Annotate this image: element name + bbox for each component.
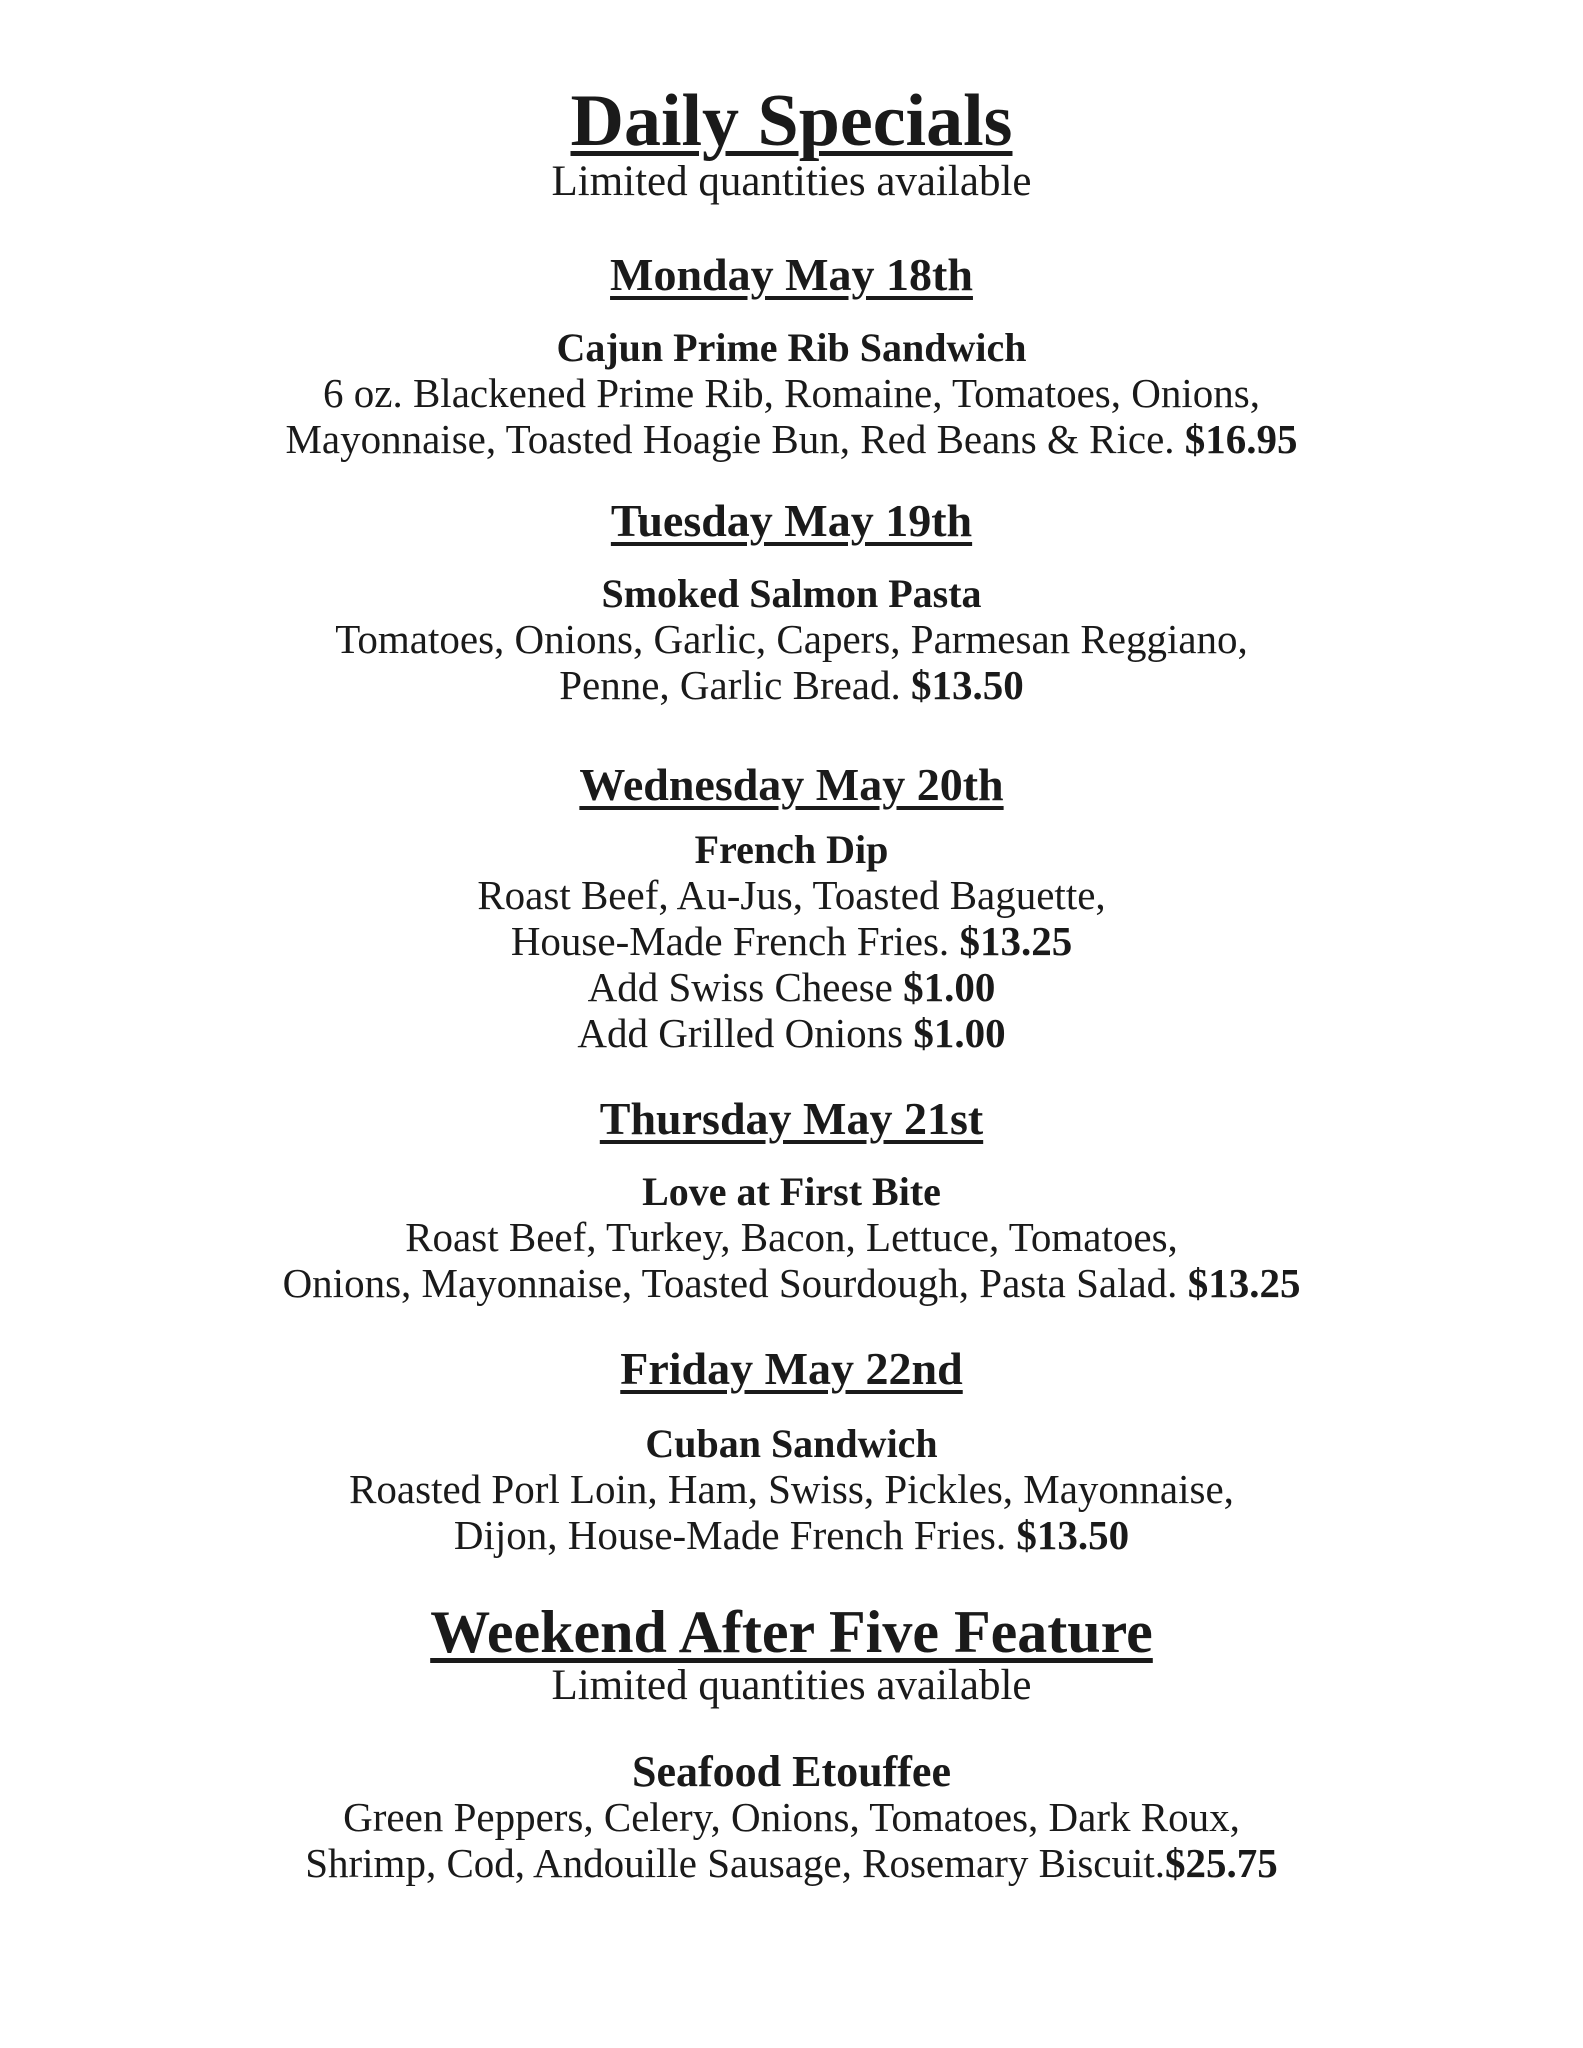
day-heading-thursday: Thursday May 21st bbox=[599, 1093, 984, 1144]
day-heading-monday: Monday May 18th bbox=[610, 249, 973, 300]
description-line: Penne, Garlic Bread. $13.50 bbox=[559, 662, 1024, 708]
price: $1.00 bbox=[913, 1010, 1006, 1056]
special-name-friday: Cuban Sandwich bbox=[645, 1421, 938, 1466]
weekend-availability-note: Limited quantities available bbox=[551, 1662, 1032, 1709]
price: $13.50 bbox=[1016, 1512, 1130, 1558]
price: $1.00 bbox=[903, 964, 996, 1010]
description-line: Roasted Porl Loin, Ham, Swiss, Pickles, Mayonnaise, bbox=[349, 1466, 1234, 1512]
weekend-feature-title: Weekend After Five Feature bbox=[430, 1599, 1153, 1665]
special-name-wednesday: French Dip bbox=[694, 827, 889, 872]
day-heading-friday: Friday May 22nd bbox=[620, 1343, 963, 1394]
description-line: Onions, Mayonnaise, Toasted Sourdough, Pasta Salad. $13.25 bbox=[282, 1260, 1301, 1306]
special-description-thursday bbox=[0, 1214, 1583, 1306]
day-heading-tuesday: Tuesday May 19th bbox=[610, 495, 973, 546]
description-line: Roast Beef, Au-Jus, Toasted Baguette, bbox=[477, 872, 1106, 918]
description-line: Add Swiss Cheese $1.00 bbox=[587, 964, 996, 1010]
price: $16.95 bbox=[1184, 416, 1298, 462]
special-description-friday bbox=[0, 1466, 1583, 1558]
special-description-monday bbox=[0, 370, 1583, 462]
availability-note: Limited quantities available bbox=[551, 158, 1032, 205]
price: $13.50 bbox=[911, 662, 1024, 708]
special-description-tuesday bbox=[0, 616, 1583, 708]
day-heading-wednesday: Wednesday May 20th bbox=[579, 759, 1004, 810]
special-name-monday: Cajun Prime Rib Sandwich bbox=[556, 325, 1027, 370]
special-name-thursday: Love at First Bite bbox=[642, 1169, 941, 1214]
special-description-wednesday bbox=[0, 872, 1583, 1056]
special-name-tuesday: Smoked Salmon Pasta bbox=[601, 571, 982, 616]
description-line: Shrimp, Cod, Andouille Sausage, Rosemary Biscuit.$25.75 bbox=[305, 1840, 1278, 1886]
description-line: Add Grilled Onions $1.00 bbox=[577, 1010, 1006, 1056]
description-line: Green Peppers, Celery, Onions, Tomatoes, Dark Roux, bbox=[343, 1794, 1240, 1840]
description-line: Mayonnaise, Toasted Hoagie Bun, Red Beans & Rice. $16.95 bbox=[285, 416, 1298, 462]
special-name-weekend: Seafood Etouffee bbox=[632, 1747, 951, 1796]
price: $13.25 bbox=[959, 918, 1073, 964]
description-line: House-Made French Fries. $13.25 bbox=[510, 918, 1073, 964]
description-line: Dijon, House-Made French Fries. $13.50 bbox=[453, 1512, 1130, 1558]
price: $13.25 bbox=[1187, 1260, 1301, 1306]
special-description-weekend bbox=[0, 1794, 1583, 1886]
description-line: Roast Beef, Turkey, Bacon, Lettuce, Tomatoes, bbox=[405, 1214, 1178, 1260]
page-title: Daily Specials bbox=[570, 80, 1013, 162]
price: $25.75 bbox=[1165, 1840, 1278, 1886]
description-line: Tomatoes, Onions, Garlic, Capers, Parmesan Reggiano, bbox=[335, 616, 1248, 662]
description-line: 6 oz. Blackened Prime Rib, Romaine, Tomatoes, Onions, bbox=[323, 370, 1260, 416]
